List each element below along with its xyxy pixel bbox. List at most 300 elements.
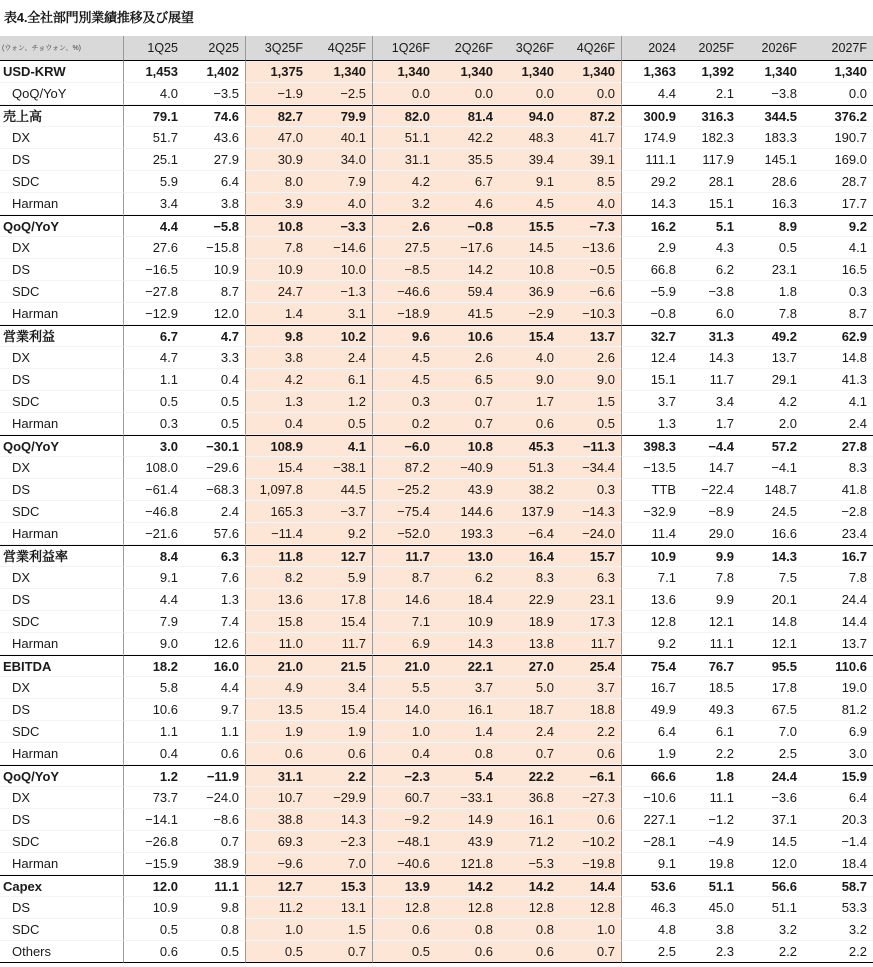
row-label: SDC — [0, 281, 123, 303]
table-cell: 53.3 — [803, 897, 873, 919]
table-cell: −3.3 — [309, 215, 372, 237]
table-cell: 15.8 — [245, 611, 309, 633]
row-label: DS — [0, 259, 123, 281]
table-cell: 10.8 — [499, 259, 560, 281]
table-cell: −3.7 — [309, 501, 372, 523]
table-cell: −19.8 — [560, 853, 621, 875]
table-cell: −27.3 — [560, 787, 621, 809]
table-cell: −1.2 — [682, 809, 740, 831]
table-cell: −48.1 — [372, 831, 436, 853]
table-cell: 7.0 — [309, 853, 372, 875]
table-cell: 2.6 — [436, 347, 499, 369]
table-cell: 4.0 — [499, 347, 560, 369]
table-cell: 66.8 — [621, 259, 682, 281]
table-cell: 4.5 — [372, 369, 436, 391]
table-cell: 12.1 — [682, 611, 740, 633]
table-cell: 108.0 — [123, 457, 184, 479]
table-cell: 67.5 — [740, 699, 803, 721]
table-cell: 7.9 — [123, 611, 184, 633]
table-cell: 14.2 — [499, 875, 560, 897]
table-cell: 13.7 — [740, 347, 803, 369]
table-cell: −4.4 — [682, 435, 740, 457]
table-cell: −11.4 — [245, 523, 309, 545]
table-cell: −6.4 — [499, 523, 560, 545]
row-label: DS — [0, 479, 123, 501]
row-label: Harman — [0, 303, 123, 325]
table-cell: 6.2 — [436, 567, 499, 589]
table-cell: 27.0 — [499, 655, 560, 677]
table-cell: 2.1 — [682, 83, 740, 105]
table-cell: 43.9 — [436, 831, 499, 853]
table-cell: 66.6 — [621, 765, 682, 787]
table-cell: 11.4 — [621, 523, 682, 545]
table-cell: 1.3 — [184, 589, 245, 611]
table-cell: 0.5 — [245, 941, 309, 963]
table-cell: 15.7 — [560, 545, 621, 567]
table-cell: 10.9 — [245, 259, 309, 281]
table-cell: −5.9 — [621, 281, 682, 303]
table-cell: 0.6 — [184, 743, 245, 765]
table-cell: −46.8 — [123, 501, 184, 523]
row-label: Harman — [0, 853, 123, 875]
table-cell: 1.8 — [740, 281, 803, 303]
table-cell: 11.8 — [245, 545, 309, 567]
table-cell: 10.6 — [123, 699, 184, 721]
table-cell: 3.0 — [803, 743, 873, 765]
table-cell: 227.1 — [621, 809, 682, 831]
table-cell: 5.9 — [309, 567, 372, 589]
table-cell: TTB — [621, 479, 682, 501]
table-cell: 71.2 — [499, 831, 560, 853]
table-cell: 36.9 — [499, 281, 560, 303]
table-cell: 0.0 — [803, 83, 873, 105]
table-cell: 42.2 — [436, 127, 499, 149]
table-cell: 82.7 — [245, 105, 309, 127]
column-header: 2Q25 — [184, 36, 245, 61]
table-cell: 1,375 — [245, 61, 309, 83]
table-cell: 1.1 — [184, 721, 245, 743]
table-cell: 29.2 — [621, 171, 682, 193]
table-cell: 10.9 — [436, 611, 499, 633]
table-cell: 1.5 — [560, 391, 621, 413]
table-title: 表4.全社部門別業績推移及び展望 — [4, 10, 194, 25]
table-cell: 0.7 — [309, 941, 372, 963]
table-cell: 7.8 — [682, 567, 740, 589]
table-cell: 14.3 — [740, 545, 803, 567]
table-cell: 16.3 — [740, 193, 803, 215]
table-cell: −75.4 — [372, 501, 436, 523]
table-cell: 2.3 — [682, 941, 740, 963]
table-cell: 30.9 — [245, 149, 309, 171]
table-cell: 18.2 — [123, 655, 184, 677]
row-label: EBITDA — [0, 655, 123, 677]
table-cell: 17.7 — [803, 193, 873, 215]
table-cell: 1.9 — [309, 721, 372, 743]
table-cell: −16.5 — [123, 259, 184, 281]
table-cell: 18.7 — [499, 699, 560, 721]
table-cell: 22.9 — [499, 589, 560, 611]
table-cell: 28.1 — [682, 171, 740, 193]
table-cell: 31.3 — [682, 325, 740, 347]
table-cell: 9.2 — [309, 523, 372, 545]
table-cell: 73.7 — [123, 787, 184, 809]
table-cell: 10.0 — [309, 259, 372, 281]
table-cell: 57.2 — [740, 435, 803, 457]
row-label: DX — [0, 237, 123, 259]
row-label: DX — [0, 127, 123, 149]
table-cell: 24.5 — [740, 501, 803, 523]
table-cell: 32.7 — [621, 325, 682, 347]
table-cell: 6.5 — [436, 369, 499, 391]
row-label: Harman — [0, 523, 123, 545]
table-cell: 3.9 — [245, 193, 309, 215]
table-cell: 46.3 — [621, 897, 682, 919]
table-cell: 3.1 — [309, 303, 372, 325]
table-cell: 6.4 — [621, 721, 682, 743]
table-cell: 1,340 — [740, 61, 803, 83]
table-cell: 12.6 — [184, 633, 245, 655]
table-cell: 108.9 — [245, 435, 309, 457]
table-cell: 18.4 — [803, 853, 873, 875]
table-cell: 3.8 — [682, 919, 740, 941]
table-cell: 7.0 — [740, 721, 803, 743]
table-cell: 6.4 — [803, 787, 873, 809]
table-cell: 0.5 — [184, 941, 245, 963]
table-cell: 1.3 — [621, 413, 682, 435]
table-cell: 5.1 — [682, 215, 740, 237]
table-cell: 2.2 — [560, 721, 621, 743]
table-cell: 15.4 — [309, 699, 372, 721]
table-cell: 9.1 — [123, 567, 184, 589]
table-cell: 95.5 — [740, 655, 803, 677]
table-cell: −10.2 — [560, 831, 621, 853]
table-cell: 1,402 — [184, 61, 245, 83]
table-cell: 9.1 — [621, 853, 682, 875]
table-cell: 4.1 — [803, 237, 873, 259]
table-cell: 10.8 — [436, 435, 499, 457]
table-cell: 21.0 — [245, 655, 309, 677]
table-cell: 11.1 — [184, 875, 245, 897]
table-cell: 38.9 — [184, 853, 245, 875]
table-cell: 0.6 — [560, 809, 621, 831]
table-cell: 11.7 — [309, 633, 372, 655]
table-cell: 1.0 — [245, 919, 309, 941]
table-cell: −24.0 — [560, 523, 621, 545]
row-label: 営業利益 — [0, 325, 123, 347]
table-cell: 8.7 — [372, 567, 436, 589]
table-cell: 0.6 — [560, 743, 621, 765]
table-cell: 2.5 — [621, 941, 682, 963]
table-cell: 12.8 — [436, 897, 499, 919]
table-cell: 4.3 — [682, 237, 740, 259]
table-cell: 39.4 — [499, 149, 560, 171]
table-cell: 31.1 — [372, 149, 436, 171]
table-cell: 5.8 — [123, 677, 184, 699]
table-cell: 0.5 — [123, 391, 184, 413]
row-label: Capex — [0, 875, 123, 897]
table-cell: 0.8 — [436, 919, 499, 941]
table-cell: 1.4 — [436, 721, 499, 743]
table-cell: 0.8 — [499, 919, 560, 941]
table-cell: 6.3 — [184, 545, 245, 567]
table-cell: 6.0 — [682, 303, 740, 325]
table-cell: −10.6 — [621, 787, 682, 809]
table-cell: 0.0 — [560, 83, 621, 105]
table-cell: 15.4 — [245, 457, 309, 479]
table-cell: 0.7 — [184, 831, 245, 853]
table-cell: 49.3 — [682, 699, 740, 721]
table-cell: 8.2 — [245, 567, 309, 589]
table-cell: 24.4 — [740, 765, 803, 787]
table-cell: 17.8 — [740, 677, 803, 699]
table-cell: 15.5 — [499, 215, 560, 237]
table-cell: 2.2 — [803, 941, 873, 963]
table-cell: 12.7 — [245, 875, 309, 897]
table-cell: 13.8 — [499, 633, 560, 655]
table-cell: −30.1 — [184, 435, 245, 457]
table-cell: 3.7 — [621, 391, 682, 413]
table-cell: −2.9 — [499, 303, 560, 325]
table-cell: 2.9 — [621, 237, 682, 259]
table-cell: 35.5 — [436, 149, 499, 171]
table-cell: 27.8 — [803, 435, 873, 457]
table-cell: −38.1 — [309, 457, 372, 479]
table-cell: −15.8 — [184, 237, 245, 259]
table-cell: 81.2 — [803, 699, 873, 721]
table-cell: 9.1 — [499, 171, 560, 193]
table-cell: −2.3 — [372, 765, 436, 787]
table-cell: 344.5 — [740, 105, 803, 127]
table-cell: 12.0 — [740, 853, 803, 875]
table-cell: 79.1 — [123, 105, 184, 127]
row-label: DS — [0, 589, 123, 611]
table-cell: 12.8 — [560, 897, 621, 919]
table-cell: 75.4 — [621, 655, 682, 677]
table-cell: 6.9 — [372, 633, 436, 655]
table-cell: 13.5 — [245, 699, 309, 721]
table-cell: 21.5 — [309, 655, 372, 677]
table-cell: 29.0 — [682, 523, 740, 545]
table-cell: 13.6 — [621, 589, 682, 611]
table-cell: 0.3 — [372, 391, 436, 413]
table-cell: 39.1 — [560, 149, 621, 171]
table-cell: 0.3 — [560, 479, 621, 501]
table-cell: 0.8 — [184, 919, 245, 941]
table-cell: −22.4 — [682, 479, 740, 501]
table-cell: −7.3 — [560, 215, 621, 237]
table-cell: 1.0 — [560, 919, 621, 941]
table-cell: −13.5 — [621, 457, 682, 479]
table-cell: −9.2 — [372, 809, 436, 831]
table-cell: 2.2 — [740, 941, 803, 963]
table-cell: 0.2 — [372, 413, 436, 435]
table-cell: 14.2 — [436, 259, 499, 281]
table-cell: 51.1 — [740, 897, 803, 919]
table-cell: 15.3 — [309, 875, 372, 897]
table-cell: 41.8 — [803, 479, 873, 501]
table-cell: 0.0 — [372, 83, 436, 105]
table-cell: 0.4 — [372, 743, 436, 765]
table-cell: 19.8 — [682, 853, 740, 875]
table-cell: 17.8 — [309, 589, 372, 611]
table-cell: 1.7 — [499, 391, 560, 413]
table-cell: −14.6 — [309, 237, 372, 259]
table-cell: 43.9 — [436, 479, 499, 501]
table-cell: −4.9 — [682, 831, 740, 853]
table-cell: 41.3 — [803, 369, 873, 391]
table-cell: 0.7 — [436, 391, 499, 413]
row-label: Harman — [0, 413, 123, 435]
table-cell: 20.1 — [740, 589, 803, 611]
table-cell: 117.9 — [682, 149, 740, 171]
row-label: DS — [0, 369, 123, 391]
table-cell: 2.5 — [740, 743, 803, 765]
table-cell: 28.6 — [740, 171, 803, 193]
table-cell: 16.1 — [436, 699, 499, 721]
table-cell: 11.1 — [682, 787, 740, 809]
table-cell: 23.1 — [740, 259, 803, 281]
table-cell: 9.2 — [803, 215, 873, 237]
table-cell: −40.9 — [436, 457, 499, 479]
table-cell: 9.0 — [499, 369, 560, 391]
table-cell: 36.8 — [499, 787, 560, 809]
table-cell: 6.7 — [436, 171, 499, 193]
table-cell: 1,340 — [436, 61, 499, 83]
table-cell: 9.2 — [621, 633, 682, 655]
table-cell: 7.8 — [740, 303, 803, 325]
table-cell: 6.2 — [682, 259, 740, 281]
table-cell: 41.7 — [560, 127, 621, 149]
table-cell: 2.6 — [372, 215, 436, 237]
table-cell: 10.9 — [123, 897, 184, 919]
table-cell: 1.1 — [123, 369, 184, 391]
table-cell: 37.1 — [740, 809, 803, 831]
table-cell: 10.8 — [245, 215, 309, 237]
table-cell: 14.2 — [436, 875, 499, 897]
table-cell: 0.6 — [123, 941, 184, 963]
table-cell: 121.8 — [436, 853, 499, 875]
table-cell: 45.3 — [499, 435, 560, 457]
table-cell: 3.2 — [372, 193, 436, 215]
table-cell: −46.6 — [372, 281, 436, 303]
table-cell: 34.0 — [309, 149, 372, 171]
table-cell: 5.9 — [123, 171, 184, 193]
table-cell: −40.6 — [372, 853, 436, 875]
table-cell: −8.5 — [372, 259, 436, 281]
table-cell: 0.7 — [499, 743, 560, 765]
table-cell: 22.1 — [436, 655, 499, 677]
table-cell: 76.7 — [682, 655, 740, 677]
row-label: DS — [0, 699, 123, 721]
table-cell: 10.9 — [184, 259, 245, 281]
table-cell: 12.0 — [123, 875, 184, 897]
table-cell: 3.0 — [123, 435, 184, 457]
table-cell: 1,097.8 — [245, 479, 309, 501]
table-cell: 174.9 — [621, 127, 682, 149]
table-cell: −6.6 — [560, 281, 621, 303]
table-cell: 4.8 — [621, 919, 682, 941]
table-cell: 193.3 — [436, 523, 499, 545]
table-cell: 23.1 — [560, 589, 621, 611]
table-cell: 15.4 — [499, 325, 560, 347]
table-cell: −32.9 — [621, 501, 682, 523]
table-cell: 2.2 — [309, 765, 372, 787]
table-cell: −11.9 — [184, 765, 245, 787]
table-cell: 14.3 — [309, 809, 372, 831]
table-cell: 3.4 — [309, 677, 372, 699]
table-cell: 12.8 — [372, 897, 436, 919]
table-cell: −1.9 — [245, 83, 309, 105]
table-cell: 1,340 — [372, 61, 436, 83]
table-cell: 2.2 — [682, 743, 740, 765]
table-cell: 3.8 — [245, 347, 309, 369]
row-label: 営業利益率 — [0, 545, 123, 567]
column-header: 2027F — [803, 36, 873, 61]
table-cell: 11.2 — [245, 897, 309, 919]
table-cell: 0.6 — [499, 413, 560, 435]
table-cell: 11.1 — [682, 633, 740, 655]
table-cell: 9.9 — [682, 545, 740, 567]
table-cell: 0.3 — [803, 281, 873, 303]
table-cell: 0.5 — [560, 413, 621, 435]
table-cell: 16.5 — [803, 259, 873, 281]
table-cell: 4.0 — [309, 193, 372, 215]
table-cell: 4.4 — [621, 83, 682, 105]
table-cell: 45.0 — [682, 897, 740, 919]
table-cell: 316.3 — [682, 105, 740, 127]
row-label: DS — [0, 809, 123, 831]
table-cell: 5.0 — [499, 677, 560, 699]
table-cell: 47.0 — [245, 127, 309, 149]
table-cell: −8.9 — [682, 501, 740, 523]
table-cell: 4.1 — [309, 435, 372, 457]
table-cell: 1.3 — [245, 391, 309, 413]
row-label: SDC — [0, 611, 123, 633]
table-cell: 6.3 — [560, 567, 621, 589]
row-label: SDC — [0, 171, 123, 193]
table-cell: 0.4 — [245, 413, 309, 435]
table-cell: 7.8 — [803, 567, 873, 589]
table-cell: 13.6 — [245, 589, 309, 611]
table-cell: −5.3 — [499, 853, 560, 875]
row-label: Harman — [0, 633, 123, 655]
table-cell: −33.1 — [436, 787, 499, 809]
table-cell: 27.9 — [184, 149, 245, 171]
table-cell: −14.1 — [123, 809, 184, 831]
row-label: QoQ/YoY — [0, 215, 123, 237]
table-cell: 9.9 — [682, 589, 740, 611]
table-cell: 3.8 — [184, 193, 245, 215]
table-cell: 3.7 — [436, 677, 499, 699]
table-cell: 7.6 — [184, 567, 245, 589]
table-cell: 3.3 — [184, 347, 245, 369]
table-cell: −17.6 — [436, 237, 499, 259]
table-cell: 1.0 — [372, 721, 436, 743]
table-cell: 137.9 — [499, 501, 560, 523]
table-cell: 9.0 — [560, 369, 621, 391]
table-cell: 18.5 — [682, 677, 740, 699]
table-cell: −0.8 — [621, 303, 682, 325]
column-header: 1Q26F — [372, 36, 436, 61]
table-cell: −13.6 — [560, 237, 621, 259]
table-cell: −18.9 — [372, 303, 436, 325]
table-cell: 4.4 — [123, 589, 184, 611]
table-cell: 9.8 — [245, 325, 309, 347]
table-cell: 4.9 — [245, 677, 309, 699]
table-cell: 3.2 — [740, 919, 803, 941]
table-cell: 4.2 — [740, 391, 803, 413]
table-cell: 44.5 — [309, 479, 372, 501]
